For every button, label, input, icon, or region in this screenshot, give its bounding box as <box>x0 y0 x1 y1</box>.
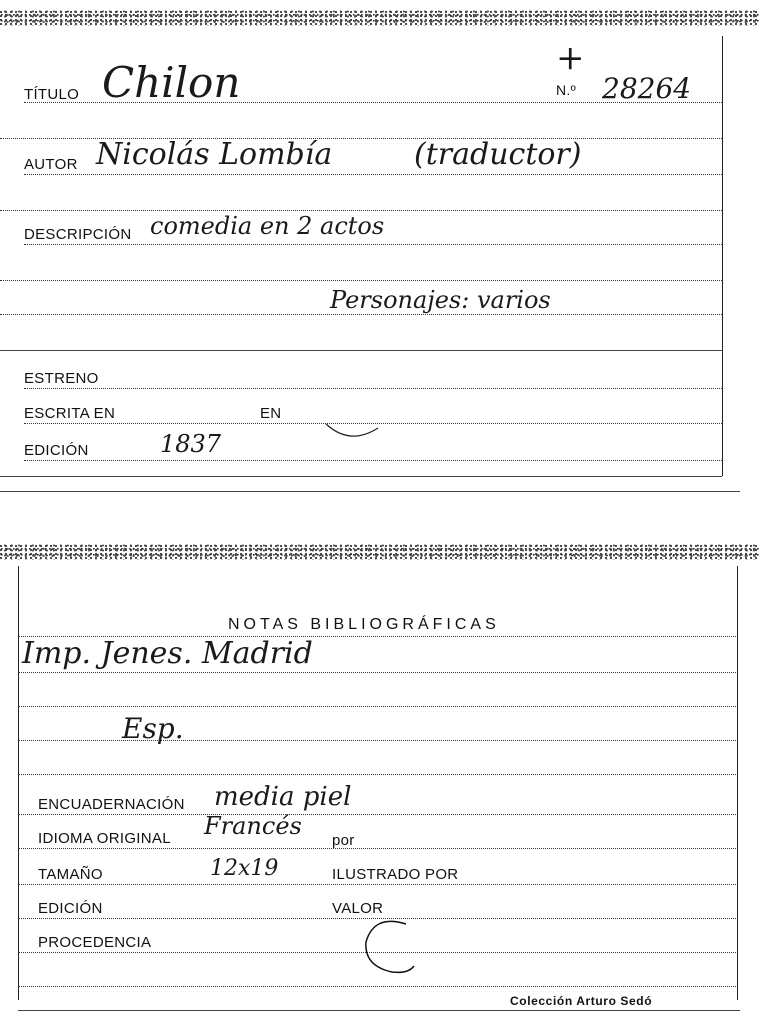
autor-value: Nicolás Lombía <box>96 137 333 172</box>
valor-label: VALOR <box>332 900 384 917</box>
autor-role-value: (traductor) <box>414 137 582 172</box>
ilustrado-por-label: ILUSTRADO POR <box>332 866 459 883</box>
edicion-value-top: 1837 <box>160 430 222 458</box>
procedencia-label: PROCEDENCIA <box>38 934 152 951</box>
note-line-2: Esp. <box>122 712 184 745</box>
titulo-label: TÍTULO <box>24 86 80 103</box>
por-label: por <box>332 832 355 849</box>
tamano-label: TAMAÑO <box>38 866 103 883</box>
pencil-circle-mark <box>354 914 424 978</box>
numero-label: N.º <box>556 82 577 98</box>
rule-notes-3 <box>18 706 736 707</box>
coleccion-credit: Colección Arturo Sedó <box>510 994 653 1008</box>
rule-idioma <box>18 848 736 849</box>
edicion-label-top: EDICIÓN <box>24 442 89 459</box>
encuadernacion-value: media piel <box>214 782 352 812</box>
idioma-original-value: Francés <box>204 812 302 840</box>
tamano-value: 12x19 <box>210 856 279 881</box>
idioma-original-label: IDIOMA ORIGINAL <box>38 830 171 847</box>
en-label: EN <box>260 405 282 422</box>
cross-mark: + <box>556 38 585 78</box>
personajes-value: Personajes: varios <box>330 286 551 314</box>
notas-bibliograficas-heading: NOTAS BIBLIOGRÁFICAS <box>228 616 500 633</box>
descripcion-label: DESCRIPCIÓN <box>24 226 132 243</box>
rule-notes-5 <box>18 774 736 775</box>
edicion-label-bottom: EDICIÓN <box>38 900 103 917</box>
titulo-value: Chilon <box>102 58 241 107</box>
escrita-en-label: ESCRITA EN <box>24 405 116 422</box>
rule-encuadernacion <box>18 814 736 815</box>
autor-label: AUTOR <box>24 156 78 173</box>
bottom-card-bottom-edge <box>18 1010 740 1011</box>
rule-notes-2 <box>18 672 736 673</box>
descripcion-value: comedia en 2 actos <box>150 212 385 240</box>
rule-notes-4 <box>18 740 736 741</box>
note-line-1: Imp. Jenes. Madrid <box>22 636 313 671</box>
rule-bottom-1 <box>18 986 736 987</box>
numero-value: 28264 <box>602 72 692 105</box>
encuadernacion-label: ENCUADERNACIÓN <box>38 796 185 813</box>
rule-tamano <box>18 884 736 885</box>
estreno-label: ESTRENO <box>24 370 99 387</box>
